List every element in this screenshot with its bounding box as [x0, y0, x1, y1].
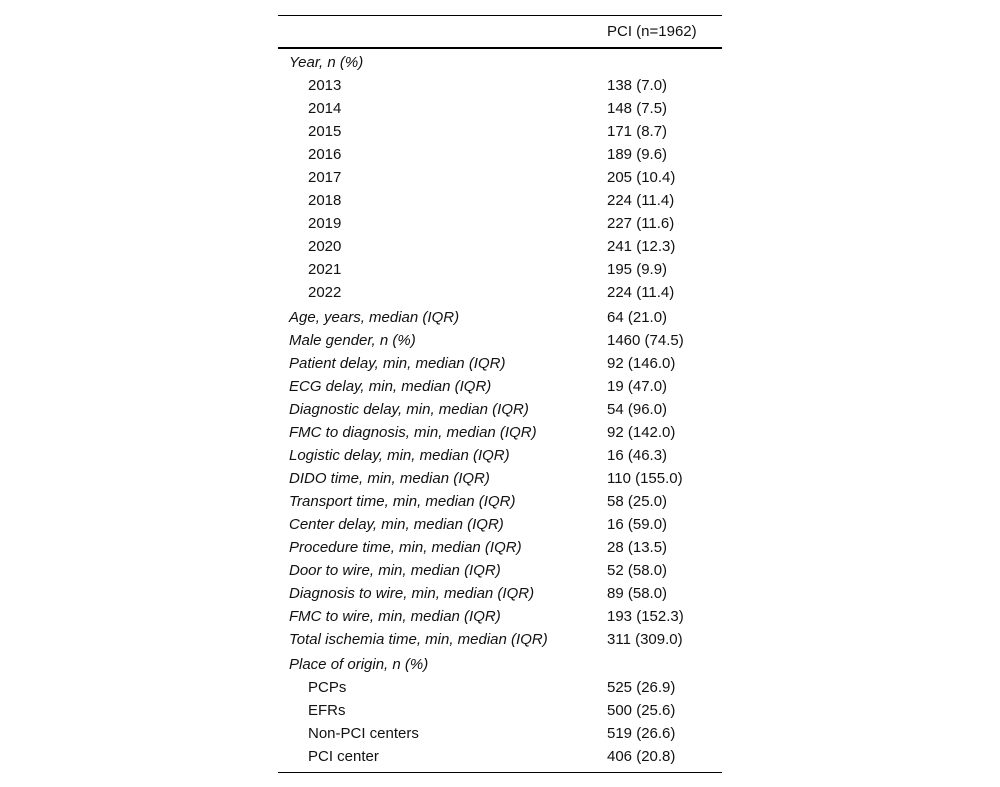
- row-value: 241 (12.3): [607, 238, 676, 255]
- row-label: 2018: [308, 192, 342, 209]
- row-value: 519 (26.6): [607, 725, 676, 742]
- header-pci-column: PCI (n=1962): [607, 23, 697, 40]
- table-row: [278, 74, 722, 97]
- table-row: [278, 398, 722, 421]
- row-value: 224 (11.4): [607, 192, 675, 209]
- table-row: [278, 490, 722, 513]
- table-row: [278, 699, 722, 722]
- row-label: 2016: [308, 146, 342, 163]
- table-row: [278, 421, 722, 444]
- row-label: 2019: [308, 215, 342, 232]
- row-label: Door to wire, min, median (IQR): [289, 562, 501, 579]
- row-label: 2021: [308, 261, 342, 278]
- row-value: 148 (7.5): [607, 100, 668, 117]
- row-value: 52 (58.0): [607, 562, 668, 579]
- table-row: [278, 306, 722, 329]
- section-header-year: [278, 51, 722, 74]
- row-value: 16 (59.0): [607, 516, 668, 533]
- table-header-row: [278, 16, 722, 47]
- table-row: [278, 375, 722, 398]
- table-row: [278, 189, 722, 212]
- table-row: [278, 444, 722, 467]
- row-value: 1460 (74.5): [607, 332, 684, 349]
- row-label: Procedure time, min, median (IQR): [289, 539, 522, 556]
- row-value: 195 (9.9): [607, 261, 668, 278]
- section-label: Year, n (%): [289, 54, 364, 71]
- row-value: 311 (309.0): [607, 631, 683, 648]
- row-value: 193 (152.3): [607, 608, 684, 625]
- row-value: 224 (11.4): [607, 284, 675, 301]
- row-value: 58 (25.0): [607, 493, 668, 510]
- table-row: [278, 467, 722, 490]
- row-label: Age, years, median (IQR): [289, 309, 460, 326]
- row-label: 2014: [308, 100, 342, 117]
- row-label: Non-PCI centers: [308, 725, 419, 742]
- row-value: 28 (13.5): [607, 539, 668, 556]
- row-label: PCPs: [308, 679, 347, 696]
- table-row: [278, 329, 722, 352]
- row-label: ECG delay, min, median (IQR): [289, 378, 492, 395]
- table-row: [278, 605, 722, 628]
- row-value: 110 (155.0): [607, 470, 683, 487]
- row-label: PCI center: [308, 748, 379, 765]
- row-label: FMC to diagnosis, min, median (IQR): [289, 424, 537, 441]
- data-table: [278, 15, 722, 773]
- row-label: 2022: [308, 284, 342, 301]
- row-value: 16 (46.3): [607, 447, 668, 464]
- row-value: 205 (10.4): [607, 169, 676, 186]
- table-row: [278, 166, 722, 189]
- table-row: [278, 143, 722, 166]
- table-row: [278, 281, 722, 304]
- section-header-origin: [278, 653, 722, 676]
- row-label: Center delay, min, median (IQR): [289, 516, 504, 533]
- row-label: DIDO time, min, median (IQR): [289, 470, 490, 487]
- table-row: [278, 513, 722, 536]
- row-value: 54 (96.0): [607, 401, 668, 418]
- section-label: Place of origin, n (%): [289, 656, 429, 673]
- row-value: 64 (21.0): [607, 309, 668, 326]
- row-label: Logistic delay, min, median (IQR): [289, 447, 510, 464]
- row-value: 500 (25.6): [607, 702, 676, 719]
- table-row: [278, 352, 722, 375]
- table-row: [278, 676, 722, 699]
- table-row: [278, 212, 722, 235]
- row-label: 2013: [308, 77, 342, 94]
- row-label: 2017: [308, 169, 342, 186]
- row-label: 2020: [308, 238, 342, 255]
- table-row: [278, 628, 722, 651]
- row-label: FMC to wire, min, median (IQR): [289, 608, 501, 625]
- row-value: 406 (20.8): [607, 748, 676, 765]
- row-label: EFRs: [308, 702, 346, 719]
- row-value: 525 (26.9): [607, 679, 676, 696]
- row-label: Total ischemia time, min, median (IQR): [289, 631, 548, 648]
- table-row: [278, 582, 722, 605]
- table-row: [278, 120, 722, 143]
- row-value: 89 (58.0): [607, 585, 668, 602]
- row-label: 2015: [308, 123, 342, 140]
- row-label: Male gender, n (%): [289, 332, 416, 349]
- row-label: Transport time, min, median (IQR): [289, 493, 516, 510]
- row-value: 19 (47.0): [607, 378, 668, 395]
- table-row: [278, 536, 722, 559]
- table-row: [278, 745, 722, 768]
- row-value: 138 (7.0): [607, 77, 668, 94]
- table-bottom-rule: [278, 772, 722, 773]
- row-label: Patient delay, min, median (IQR): [289, 355, 506, 372]
- row-label: Diagnostic delay, min, median (IQR): [289, 401, 529, 418]
- table-row: [278, 97, 722, 120]
- table-row: [278, 235, 722, 258]
- table-row: [278, 722, 722, 745]
- row-value: 171 (8.7): [607, 123, 668, 140]
- table-row: [278, 559, 722, 582]
- row-value: 92 (142.0): [607, 424, 676, 441]
- row-value: 189 (9.6): [607, 146, 668, 163]
- row-value: 92 (146.0): [607, 355, 676, 372]
- row-value: 227 (11.6): [607, 215, 675, 232]
- table-header-rule: [278, 47, 722, 49]
- table-row: [278, 258, 722, 281]
- row-label: Diagnosis to wire, min, median (IQR): [289, 585, 535, 602]
